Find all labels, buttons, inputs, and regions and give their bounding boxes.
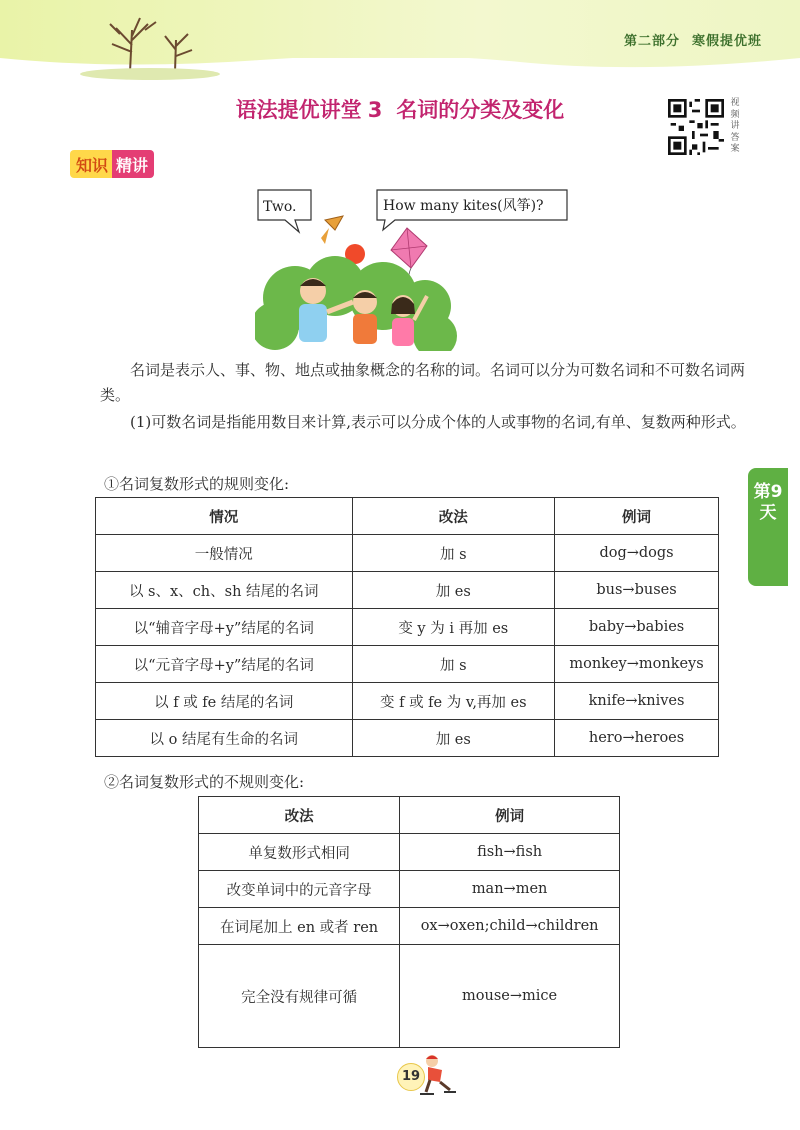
change-cell: 变 y 为 i 再加 es (352, 609, 555, 646)
badge-part1: 知识 (70, 150, 112, 178)
regular-caption: ①名词复数形式的规则变化: (104, 475, 290, 493)
table-row (199, 871, 620, 908)
lesson-prefix: 语法提优讲堂 (235, 98, 362, 122)
situation-cell: 以“辅音字母+y”结尾的名词 (96, 609, 353, 646)
intro-paragraph-1: 名词是表示人、事、物、地点或抽象概念的名称的词。名词可以分为可数名词和不可数名词两类。 (100, 361, 746, 404)
lesson-topic: 名词的分类及变化 (396, 98, 565, 122)
header-change: 改法 (199, 797, 400, 834)
irregular-plural-table (198, 796, 620, 1048)
change-cell: 单复数形式相同 (199, 834, 400, 871)
section-label (624, 30, 762, 49)
qr-code-icon[interactable] (668, 99, 724, 155)
bird-kite-icon (321, 216, 343, 244)
table-row (199, 945, 620, 1048)
table-row (199, 908, 620, 945)
boy-2 (353, 290, 377, 344)
situation-cell: 以“元音字母+y”结尾的名词 (96, 646, 353, 683)
change-cell: 加 s (352, 646, 555, 683)
table-row (96, 720, 719, 757)
example-cell: monkey→monkeys (555, 646, 719, 683)
example-cell: dog→dogs (555, 535, 719, 572)
skater-icon (418, 1052, 462, 1098)
table-row (96, 572, 719, 609)
example-cell: fish→fish (400, 834, 620, 871)
situation-cell: 以 o 结尾有生命的名词 (96, 720, 353, 757)
knowledge-badge (70, 150, 154, 178)
header-example: 例词 (400, 797, 620, 834)
section-name: 寒假提优班 (691, 34, 762, 49)
part-label: 第二部分 (623, 34, 680, 49)
example-cell: hero→heroes (555, 720, 719, 757)
example-cell: man→men (400, 871, 620, 908)
table-row (96, 646, 719, 683)
example-cell: knife→knives (555, 683, 719, 720)
change-cell: 加 s (352, 535, 555, 572)
table-row (96, 535, 719, 572)
change-cell: 在词尾加上 en 或者 ren (199, 908, 400, 945)
lesson-number: 3 (367, 98, 383, 122)
table-row (199, 834, 620, 871)
header-change: 改法 (352, 498, 555, 535)
example-cell: bus→buses (555, 572, 719, 609)
badge-part2: 精讲 (112, 150, 154, 178)
regular-plural-table (95, 497, 719, 757)
header-situation: 情况 (96, 498, 353, 535)
table-header-row (199, 797, 620, 834)
page-number: 19 (397, 1063, 425, 1091)
table-row (96, 683, 719, 720)
change-cell: 变 f 或 fe 为 v,再加 es (352, 683, 555, 720)
irregular-caption: ②名词复数形式的不规则变化: (104, 773, 305, 791)
table-header-row (96, 498, 719, 535)
kite-illustration (255, 186, 585, 351)
situation-cell: 一般情况 (96, 535, 353, 572)
situation-cell: 以 s、x、ch、sh 结尾的名词 (96, 572, 353, 609)
example-cell: mouse→mice (400, 945, 620, 1048)
example-cell: baby→babies (555, 609, 719, 646)
intro-paragraph-2: (1)可数名词是指能用数目来计算,表示可以分成个体的人或事物的名词,有单、复数两种形式。 (130, 413, 746, 431)
change-cell: 加 es (352, 720, 555, 757)
header-example: 例词 (555, 498, 719, 535)
bubble-right-text: How many kites(风筝)? (383, 198, 544, 214)
qr-caption: 视频讲答案 (730, 98, 740, 154)
day-tab: 第9天 (748, 468, 788, 586)
change-cell: 改变单词中的元音字母 (199, 871, 400, 908)
table-row (96, 609, 719, 646)
bubble-left-text: Two. (263, 199, 297, 215)
change-cell: 完全没有规律可循 (199, 945, 400, 1048)
situation-cell: 以 f 或 fe 结尾的名词 (96, 683, 353, 720)
example-cell: ox→oxen;child→children (400, 908, 620, 945)
change-cell: 加 es (352, 572, 555, 609)
